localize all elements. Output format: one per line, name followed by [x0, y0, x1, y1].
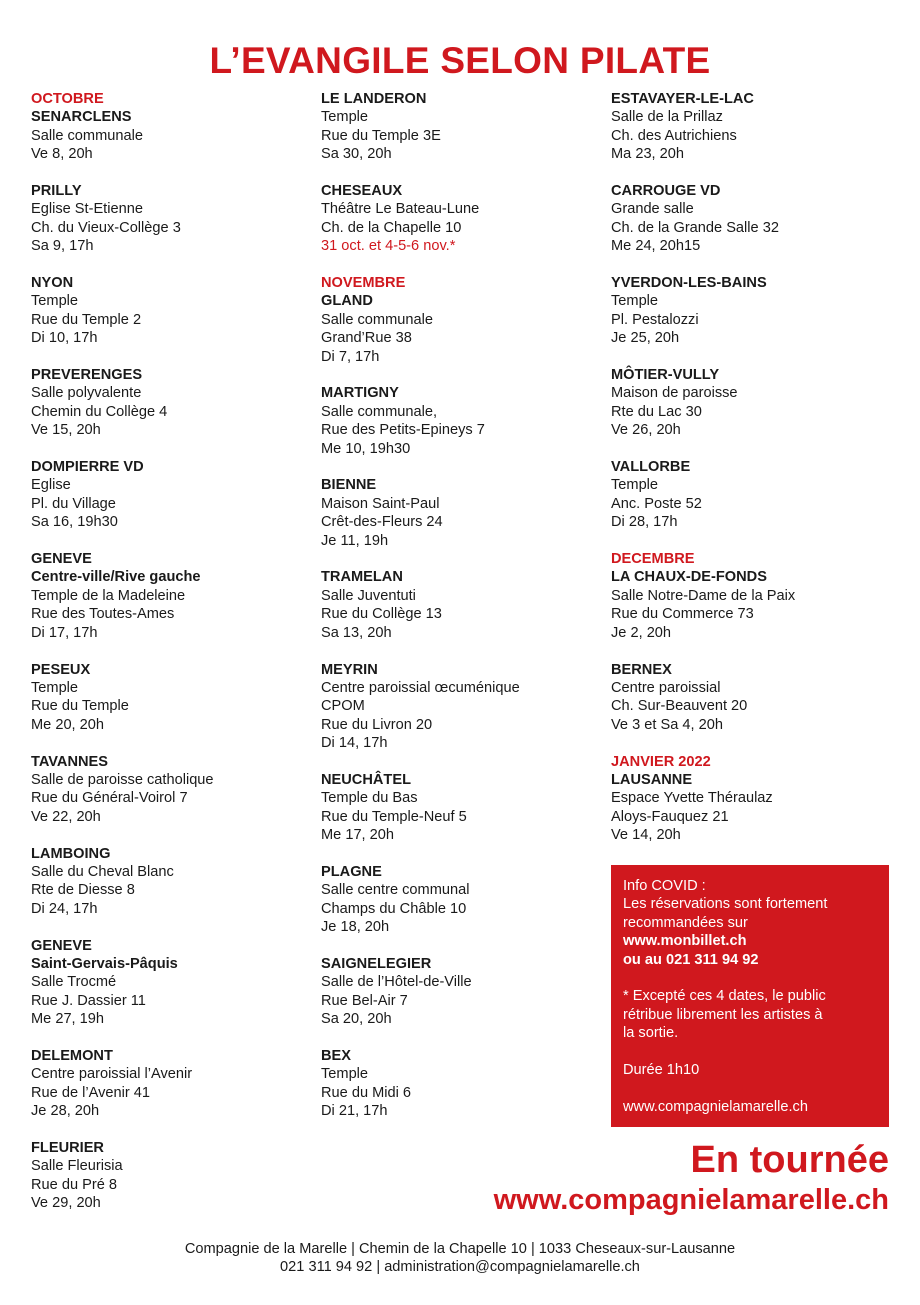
event-detail: Rue du Temple-Neuf 5: [321, 808, 467, 825]
event-detail: Je 2, 20h: [611, 624, 672, 641]
event-detail: Di 17, 17h: [31, 624, 98, 641]
event-city: BERNEX: [611, 661, 672, 678]
event-detail: Salle de la Prillaz: [611, 109, 723, 126]
event-city: NYON: [31, 275, 74, 292]
event-city: CHESEAUX: [321, 183, 403, 200]
event-detail: Ch. de la Chapelle 10: [321, 219, 462, 236]
event-city: CARROUGE VD: [611, 183, 721, 200]
event-entry: [31, 458, 316, 532]
event-entry: [31, 753, 316, 827]
event-entry: [31, 366, 316, 440]
event-detail: Sa 9, 17h: [31, 238, 94, 255]
event-detail: Salle du Cheval Blanc: [31, 863, 174, 880]
event-city: GENEVE: [31, 551, 92, 568]
event-detail: Rue Bel-Air 7: [321, 992, 408, 1009]
event-entry: [31, 845, 316, 919]
event-city: NEUCHÂTEL: [321, 771, 411, 788]
event-detail: Rue de l’Avenir 41: [31, 1084, 150, 1101]
event-city: DELEMONT: [31, 1047, 113, 1064]
event-entry: [611, 90, 896, 164]
footer: [0, 1240, 920, 1277]
event-detail: Salle Juventuti: [321, 587, 416, 604]
event-entry: [31, 1139, 316, 1213]
event-detail: Temple: [321, 109, 369, 126]
event-detail: Me 20, 20h: [31, 716, 105, 733]
event-detail: Temple de la Madeleine: [31, 587, 186, 604]
info-heading: Info COVID :: [623, 878, 706, 894]
event-detail: Ch. des Autrichiens: [611, 127, 737, 144]
event-entry: [31, 182, 316, 256]
event-detail: Ve 29, 20h: [31, 1195, 101, 1212]
event-detail: Salle de paroisse catholique: [31, 771, 214, 788]
event-city: YVERDON-LES-BAINS: [611, 275, 767, 292]
info-line: rétribue librement les artistes à: [623, 1006, 823, 1023]
event-detail: Temple du Bas: [321, 790, 418, 807]
event-detail: Ve 8, 20h: [31, 146, 93, 163]
month-heading: NOVEMBRE: [321, 275, 406, 292]
event-detail: Chemin du Collège 4: [31, 403, 168, 420]
event-entry: [321, 568, 606, 642]
event-detail: Maison Saint-Paul: [321, 495, 440, 512]
event-entry: [611, 182, 896, 256]
event-detail: Me 24, 20h15: [611, 238, 701, 255]
event-detail: Rue des Petits-Epineys 7: [321, 422, 485, 439]
event-entry: [321, 274, 606, 366]
event-city: BIENNE: [321, 477, 377, 494]
event-detail: Ve 14, 20h: [611, 827, 681, 844]
event-detail: Eglise St-Etienne: [31, 201, 143, 218]
event-city: MÔTIER-VULLY: [611, 367, 720, 384]
event-entry: [31, 90, 316, 164]
website-link[interactable]: www.compagnielamarelle.ch: [493, 1184, 889, 1216]
event-detail: Je 28, 20h: [31, 1103, 100, 1120]
event-district: Saint-Gervais-Pâquis: [31, 955, 178, 972]
event-entry: [321, 384, 606, 458]
schedule-column-3: [611, 90, 896, 863]
event-city: MEYRIN: [321, 661, 378, 678]
event-detail: Salle communale,: [321, 403, 437, 420]
event-detail: Me 17, 20h: [321, 827, 395, 844]
event-entry: [611, 753, 896, 845]
event-detail: Ma 23, 20h: [611, 146, 685, 163]
event-detail: Salle Fleurisia: [31, 1158, 123, 1175]
event-city: TRAMELAN: [321, 569, 403, 586]
event-detail: Rue du Pré 8: [31, 1176, 117, 1193]
event-entry: [611, 458, 896, 532]
event-entry: [321, 1047, 606, 1121]
event-entry: [611, 366, 896, 440]
event-entry: [31, 274, 316, 348]
event-detail: Salle polyvalente: [31, 385, 142, 402]
event-entry: [321, 476, 606, 550]
event-city: LE LANDERON: [321, 91, 427, 107]
event-city: LAMBOING: [31, 845, 111, 862]
event-detail: Di 28, 17h: [611, 514, 678, 531]
event-detail: Rue J. Dassier 11: [31, 992, 146, 1009]
event-detail: Ch. Sur-Beauvent 20: [611, 698, 748, 715]
event-detail: Temple: [31, 293, 79, 310]
event-detail: Grande salle: [611, 201, 694, 218]
event-detail: Temple: [611, 477, 659, 494]
footer-contact: 021 311 94 92 | administration@compagnielamarelle.ch: [280, 1259, 640, 1276]
event-city: SENARCLENS: [31, 109, 132, 126]
event-detail: Rue du Midi 6: [321, 1084, 412, 1101]
event-city: DOMPIERRE VD: [31, 459, 144, 476]
event-detail: Salle Notre-Dame de la Paix: [611, 587, 796, 604]
event-detail: Rue des Toutes-Ames: [31, 606, 175, 623]
event-detail: Rte du Lac 30: [611, 403, 702, 420]
event-detail: Rte de Diesse 8: [31, 882, 135, 899]
event-detail: Temple: [31, 679, 79, 696]
info-line: * Excepté ces 4 dates, le public: [623, 988, 826, 1005]
event-detail: Maison de paroisse: [611, 385, 738, 402]
event-detail: Di 14, 17h: [321, 735, 388, 752]
info-line: la sortie.: [623, 1025, 679, 1042]
event-city: GENEVE: [31, 937, 92, 954]
event-city: LAUSANNE: [611, 771, 693, 788]
schedule-column-1: [31, 90, 316, 1231]
event-entry: [321, 863, 606, 937]
event-city: LA CHAUX-DE-FONDS: [611, 569, 767, 586]
event-entry: [321, 90, 606, 164]
event-detail: Aloys-Fauquez 21: [611, 808, 729, 825]
tour-heading: En tournée: [690, 1139, 889, 1181]
info-line: Les réservations sont fortement: [623, 896, 828, 913]
event-detail: Centre paroissial l’Avenir: [31, 1066, 193, 1083]
event-city: TAVANNES: [31, 753, 109, 770]
event-detail: Ve 26, 20h: [611, 422, 681, 439]
event-city: FLEURIER: [31, 1139, 104, 1156]
event-detail: Rue du Général-Voirol 7: [31, 790, 188, 807]
event-detail: Ve 22, 20h: [31, 808, 101, 825]
info-website-link[interactable]: www.compagnielamarelle.ch: [623, 1098, 808, 1115]
event-entry: [321, 955, 606, 1029]
page-title: L’EVANGILE SELON PILATE: [209, 40, 711, 81]
event-detail: Ve 15, 20h: [31, 422, 101, 439]
event-detail: Je 18, 20h: [321, 919, 390, 936]
info-line: recommandées sur: [623, 914, 748, 931]
event-detail: Di 10, 17h: [31, 330, 98, 347]
event-entry: [321, 661, 606, 753]
event-entry: [31, 937, 316, 1029]
event-detail: Me 27, 19h: [31, 1011, 105, 1028]
event-detail: Rue du Commerce 73: [611, 606, 754, 623]
event-detail: Je 11, 19h: [321, 532, 389, 549]
event-city: BEX: [321, 1047, 352, 1064]
event-entry: [321, 771, 606, 845]
event-city: PREVERENGES: [31, 367, 143, 384]
event-detail: Anc. Poste 52: [611, 495, 702, 512]
event-city: VALLORBE: [611, 459, 691, 476]
event-detail: Salle de l’Hôtel-de-Ville: [321, 974, 472, 991]
event-detail: Rue du Temple 2: [31, 311, 142, 328]
event-detail: Théâtre Le Bateau-Lune: [321, 201, 480, 218]
event-detail: Di 24, 17h: [31, 900, 98, 917]
event-detail: Champs du Châble 10: [321, 900, 467, 917]
covid-info-box: [611, 865, 889, 1127]
event-detail: Pl. du Village: [31, 495, 116, 512]
event-entry: [31, 661, 316, 735]
event-entry: [31, 550, 316, 642]
event-detail: Di 21, 17h: [321, 1103, 388, 1120]
month-heading: JANVIER 2022: [611, 753, 711, 770]
event-city: ESTAVAYER-LE-LAC: [611, 91, 754, 107]
event-detail: Grand’Rue 38: [321, 330, 412, 347]
event-detail: Sa 16, 19h30: [31, 514, 118, 531]
event-detail: Temple: [611, 293, 659, 310]
event-city: PRILLY: [31, 183, 82, 200]
footer-address: Compagnie de la Marelle | Chemin de la Chapelle 10 | 1033 Cheseaux-sur-Lausanne: [184, 1241, 736, 1257]
event-city: MARTIGNY: [321, 385, 399, 402]
event-entry: [611, 274, 896, 348]
event-detail: CPOM: [321, 698, 365, 715]
event-entry: [611, 661, 896, 735]
event-detail: Di 7, 17h: [321, 348, 380, 365]
event-detail: Espace Yvette Théraulaz: [611, 790, 773, 807]
event-city: SAIGNELEGIER: [321, 955, 432, 972]
event-detail: Salle Trocmé: [31, 974, 117, 991]
schedule-column-2: [321, 90, 606, 1139]
month-heading: DECEMBRE: [611, 551, 695, 568]
event-city: GLAND: [321, 293, 373, 310]
event-city: PLAGNE: [321, 863, 382, 880]
event-entry: [321, 182, 606, 256]
event-detail: Sa 20, 20h: [321, 1011, 392, 1028]
event-city: PESEUX: [31, 661, 91, 678]
event-detail: Salle centre communal: [321, 882, 470, 899]
event-detail: Temple: [321, 1066, 369, 1083]
event-detail: Rue du Livron 20: [321, 716, 433, 733]
duration: Durée 1h10: [623, 1062, 700, 1079]
event-detail: Ch. de la Grande Salle 32: [611, 219, 779, 236]
event-detail: Sa 30, 20h: [321, 146, 392, 163]
event-detail: Rue du Temple 3E: [321, 127, 441, 144]
event-entry: [611, 550, 896, 642]
event-district: Centre-ville/Rive gauche: [31, 569, 201, 586]
event-detail: Rue du Temple: [31, 698, 129, 715]
event-detail: Eglise: [31, 477, 71, 494]
event-detail: Ch. du Vieux-Collège 3: [31, 219, 181, 236]
event-detail: Salle communale: [321, 311, 433, 328]
event-detail: Salle communale: [31, 127, 143, 144]
event-detail: Me 10, 19h30: [321, 440, 411, 457]
event-detail: Centre paroissial œcuménique: [321, 679, 520, 696]
event-detail: Sa 13, 20h: [321, 624, 392, 641]
event-detail: Crêt-des-Fleurs 24: [321, 514, 443, 531]
event-detail: Ve 3 et Sa 4, 20h: [611, 716, 723, 733]
booking-link[interactable]: www.monbillet.ch: [623, 933, 747, 950]
event-detail: Je 25, 20h: [611, 330, 680, 347]
event-dates-note: 31 oct. et 4-5-6 nov.*: [321, 238, 456, 255]
event-detail: Pl. Pestalozzi: [611, 311, 699, 328]
booking-phone: ou au 021 311 94 92: [623, 951, 759, 968]
event-detail: Rue du Collège 13: [321, 606, 442, 623]
event-detail: Centre paroissial: [611, 679, 721, 696]
month-heading: OCTOBRE: [31, 91, 104, 107]
event-entry: [31, 1047, 316, 1121]
